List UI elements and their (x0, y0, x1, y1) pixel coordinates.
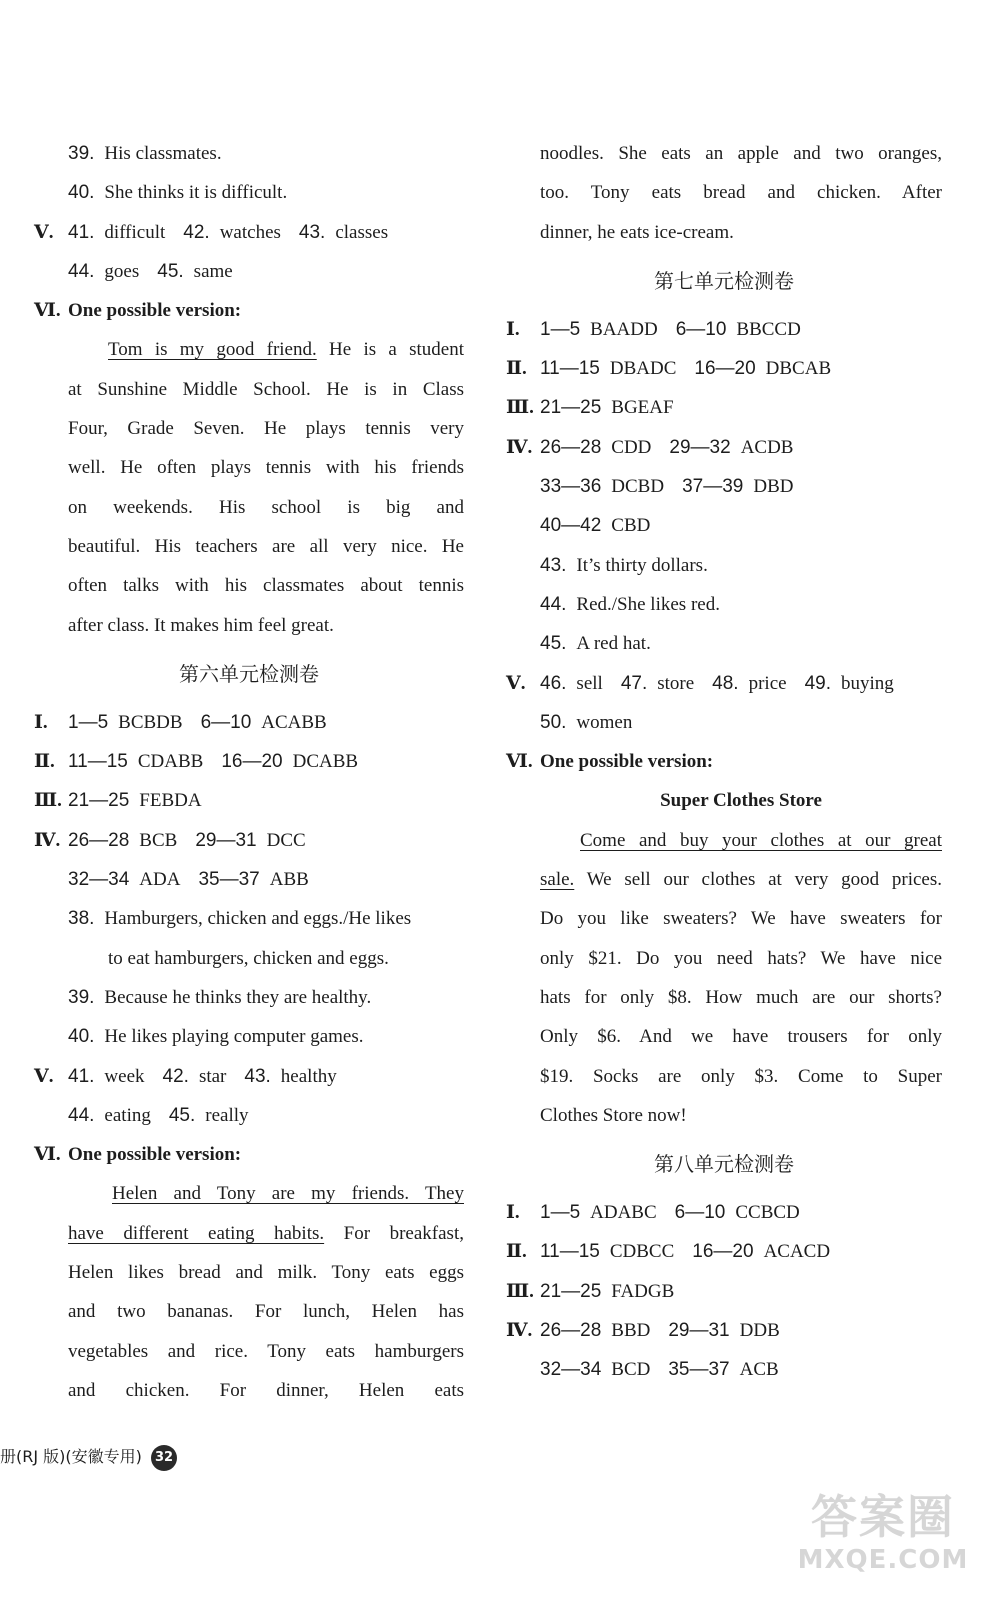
answer-line-40: 40. She thinks it is difficult. (68, 182, 288, 204)
watermark-text-bottom: MXQE.COM (797, 1545, 969, 1575)
essay-line: well. He often plays tennis with his friends (68, 457, 464, 479)
u6-section-ii: Ⅱ. 11—15 CDABB 16—20 DCABB (34, 751, 359, 773)
section-v-row-2: 44. goes 45. same (68, 260, 233, 282)
essay-line: beautiful. His teachers are all very nice. He (68, 535, 464, 557)
essay-line: Tom is my good friend. He is a student (108, 339, 464, 361)
u7-section-i: Ⅰ. 1—5 BAADD 6—10 BBCCD (506, 318, 801, 340)
essay-line: and chicken. For dinner, Helen eats (68, 1379, 464, 1401)
unit-7-title: 第七单元检测卷 (654, 268, 794, 293)
u8-section-iii: Ⅲ. 21—25 FADGB (506, 1280, 675, 1302)
essay-line: after class. It makes him feel great. (68, 614, 334, 636)
u8-section-iv-row-2: 32—34 BCD 35—37 ACB (540, 1359, 779, 1381)
right-column (506, 134, 942, 1390)
essay-line: too. Tony eats bread and chicken. After (540, 182, 942, 204)
essay-line: dinner, he eats ice-cream. (540, 221, 734, 243)
essay-subtitle: Super Clothes Store (660, 790, 822, 812)
u7-section-iii: Ⅲ. 21—25 BGEAF (506, 397, 674, 419)
page-number-badge: 32 (151, 1445, 177, 1471)
essay-line: and two bananas. For lunch, Helen has (68, 1301, 464, 1323)
left-column (34, 134, 464, 1410)
answer-line-39: 39. His classmates. (68, 143, 222, 164)
u6-section-i: Ⅰ. 1—5 BCBDB 6—10 ACABB (34, 711, 327, 733)
section-v-row-1: Ⅴ. 41. difficult 42. watches 43. classes (34, 221, 389, 243)
answer-line-40: 40. He likes playing computer games. (68, 1026, 364, 1048)
answer-line-45: 45. A red hat. (540, 633, 651, 655)
u8-section-ii: Ⅱ. 11—15 CDBCC 16—20 ACACD (506, 1241, 831, 1263)
unit-8-title: 第八单元检测卷 (654, 1152, 794, 1177)
essay-line: have different eating habits. For breakfast, (68, 1222, 464, 1244)
u7-section-v-row-1: Ⅴ. 46. sell 47. store 48. price 49. buying (506, 672, 894, 694)
answer-line-38-cont: to eat hamburgers, chicken and eggs. (108, 947, 389, 969)
essay-line: noodles. She eats an apple and two oranges, (540, 143, 942, 164)
u6-section-iv-row-2: 32—34 ADA 35—37 ABB (68, 869, 309, 891)
u8-section-i: Ⅰ. 1—5 ADABC 6—10 CCBCD (506, 1202, 800, 1224)
u7-section-iv-row-2: 33—36 DCBD 37—39 DBD (540, 476, 794, 498)
section-vi-heading: Ⅵ. One possible version: (34, 300, 242, 322)
u7-section-iv: Ⅳ. 26—28 CDD 29—32 ACDB (506, 436, 794, 458)
u6-section-v-row-1: Ⅴ. 41. week 42. star 43. healthy (34, 1065, 337, 1087)
essay-line: sale. We sell our clothes at very good prices. (540, 869, 942, 891)
essay-line: $19. Socks are only $3. Come to Super (540, 1065, 942, 1087)
essay-line: Do you like sweaters? We have sweaters for (540, 908, 942, 930)
watermark-text-top: 答案圈 (811, 1490, 955, 1544)
u7-section-vi-heading: Ⅵ. One possible version: (506, 751, 714, 773)
essay-line: Helen likes bread and milk. Tony eats eggs (68, 1262, 464, 1284)
u6-section-v-row-2: 44. eating 45. really (68, 1104, 249, 1126)
u8-section-iv: Ⅳ. 26—28 BBD 29—31 DDB (506, 1320, 780, 1342)
essay-line: often talks with his classmates about tennis (68, 575, 464, 597)
essay-line: Clothes Store now! (540, 1104, 687, 1126)
footer-text: 册(RJ 版)(安徽专用) (0, 1447, 142, 1466)
answer-line-43: 43. It’s thirty dollars. (540, 554, 708, 576)
answer-line-44: 44. Red./She likes red. (540, 593, 720, 615)
answer-line-38: 38. Hamburgers, chicken and eggs./He likes (68, 908, 412, 930)
essay-line: Four, Grade Seven. He plays tennis very (68, 418, 464, 440)
u6-section-vi-heading: Ⅵ. One possible version: (34, 1144, 242, 1166)
essay-line: vegetables and rice. Tony eats hamburgers (68, 1340, 464, 1362)
answer-line-39: 39. Because he thinks they are healthy. (68, 986, 372, 1008)
page-footer (0, 1440, 177, 1474)
u7-section-ii: Ⅱ. 11—15 DBADC 16—20 DBCAB (506, 358, 832, 380)
essay-line: Come and buy your clothes at our great (580, 829, 942, 851)
u7-section-iv-row-3: 40—42 CBD (540, 515, 651, 537)
unit-6-title: 第六单元检测卷 (179, 661, 319, 686)
essay-line: hats for only $8. How much are our shorts? (540, 986, 942, 1008)
essay-line: Helen and Tony are my friends. They (112, 1183, 464, 1205)
essay-line: at Sunshine Middle School. He is in Class (68, 378, 464, 400)
watermark-logo (788, 1490, 978, 1586)
essay-line: Only $6. And we have trousers for only (540, 1026, 942, 1048)
essay-line: only $21. Do you need hats? We have nice (540, 947, 942, 969)
essay-line: on weekends. His school is big and (68, 496, 464, 518)
u7-section-v-row-2: 50. women (540, 711, 633, 733)
u6-section-iii: Ⅲ. 21—25 FEBDA (34, 790, 202, 812)
u6-section-iv: Ⅳ. 26—28 BCB 29—31 DCC (34, 829, 306, 851)
